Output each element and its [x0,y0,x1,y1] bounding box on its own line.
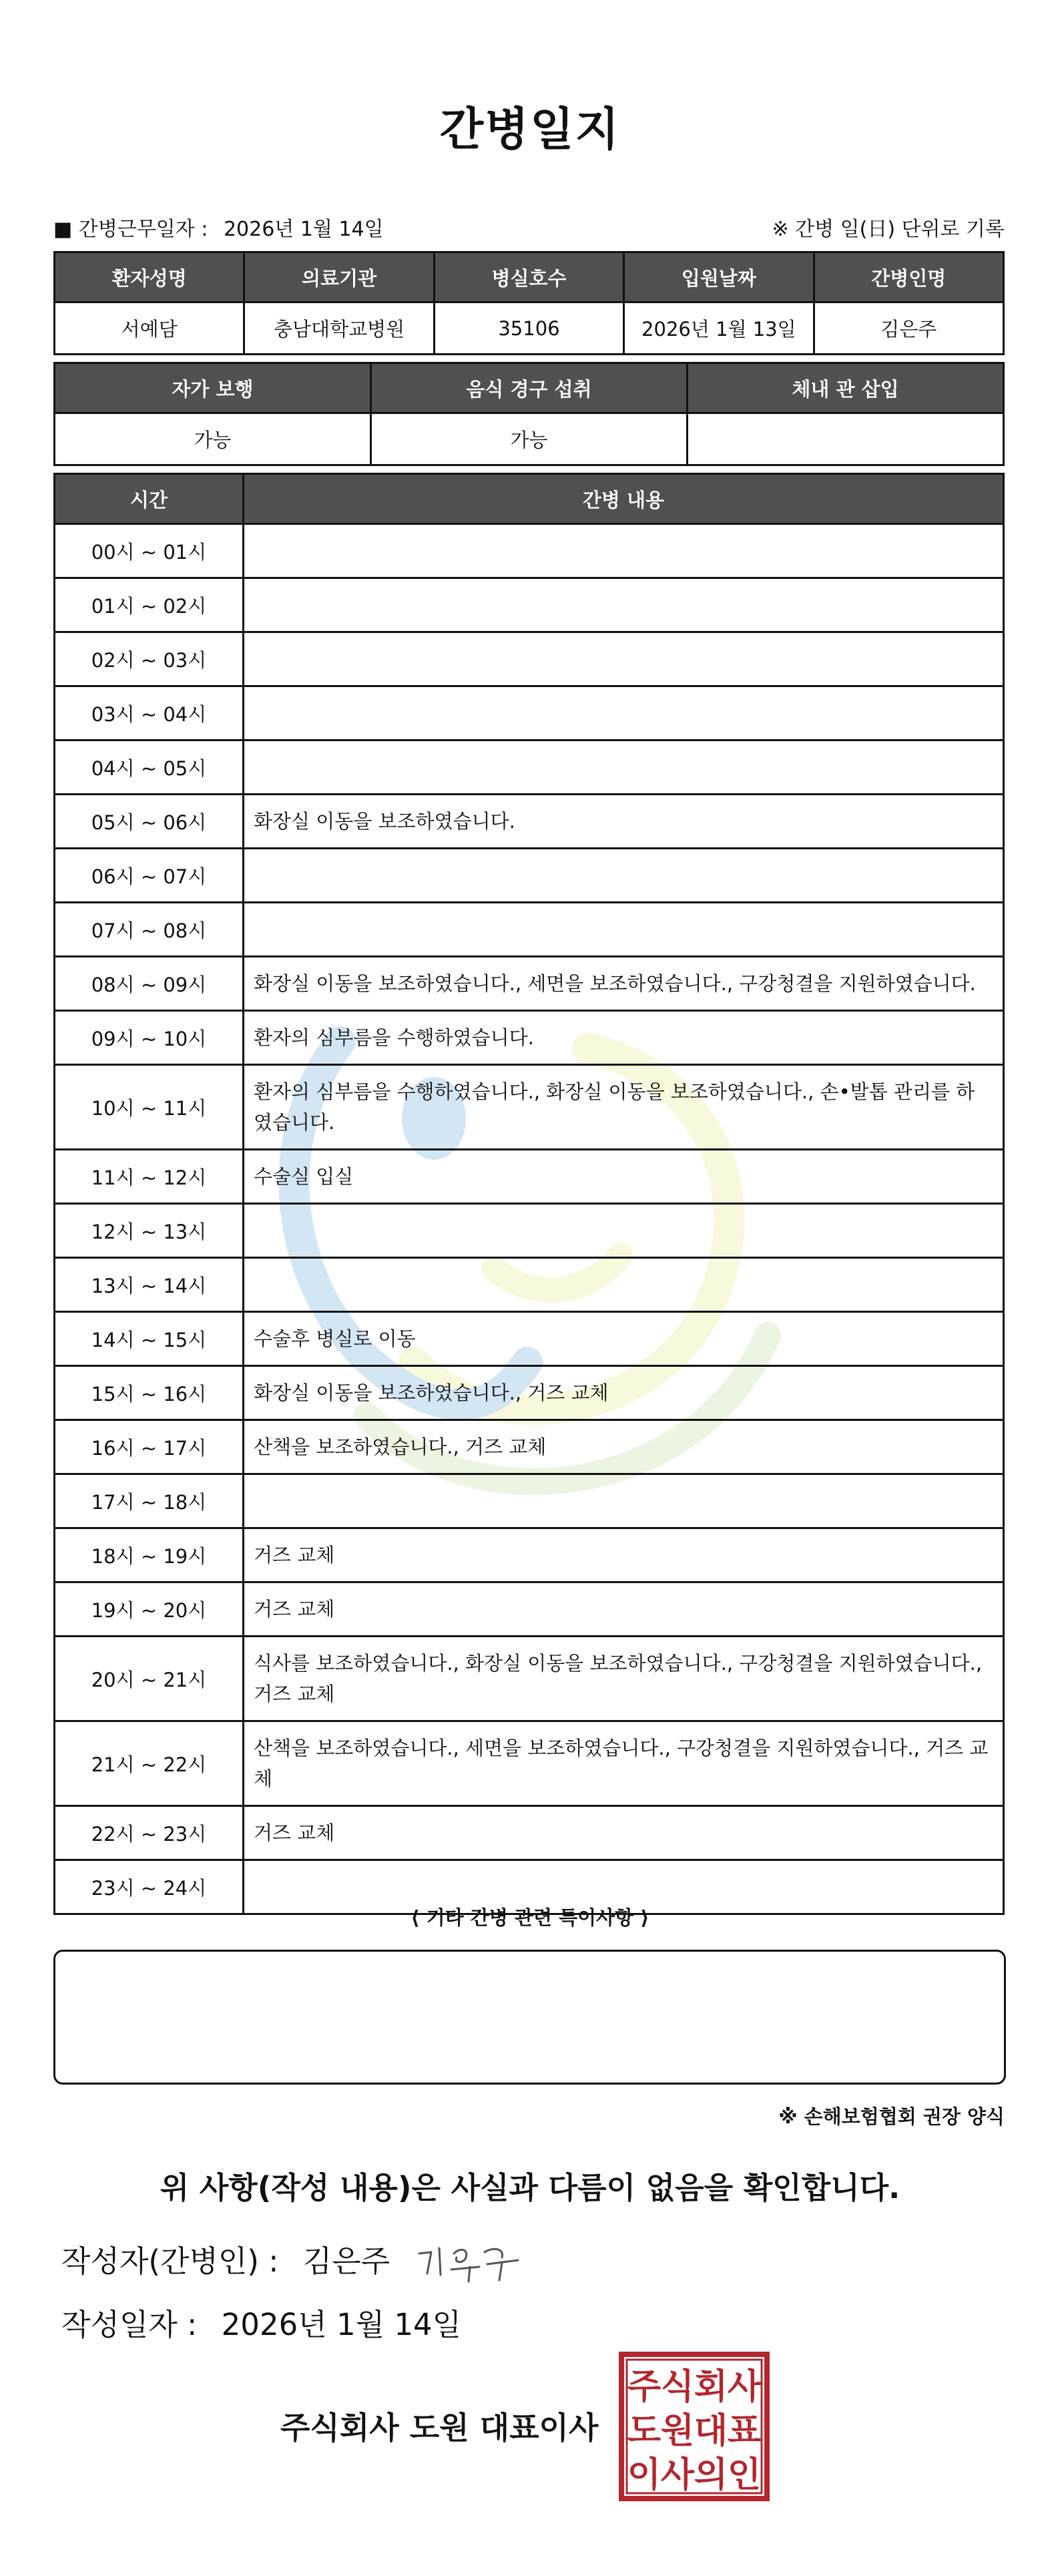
log-row [55,1637,1004,1721]
tube-insertion-value [688,413,1004,465]
log-row [55,795,1004,849]
document-title: 간병일지 [439,103,621,156]
log-body [55,524,1004,1914]
log-time: 16시 ~ 17시 [55,1420,244,1474]
seal-character: 사 [727,2367,762,2407]
log-time: 00시 ~ 01시 [55,524,244,578]
log-time: 17시 ~ 18시 [55,1474,244,1528]
patient-info-header-row [55,252,1004,302]
header-self-walking: 자가 보행 [55,363,371,413]
log-time: 15시 ~ 16시 [55,1366,244,1420]
seal-character: 원 [660,2411,695,2451]
log-time: 12시 ~ 13시 [55,1204,244,1258]
extra-notes-box [53,1950,1006,2085]
log-time: 20시 ~ 21시 [55,1637,244,1721]
recommend-note: ※ 손해보험협회 권장 양식 [778,2105,1005,2128]
company-seal-stamp [617,2350,771,2503]
log-content [244,578,1004,632]
seal-character: 인 [727,2455,762,2495]
self-walking-value: 가능 [55,413,371,465]
work-date-value: 2026년 1월 14일 [223,218,384,241]
log-time: 04시 ~ 05시 [55,740,244,795]
header-time: 시간 [55,474,244,524]
log-row [55,1065,1004,1150]
log-time: 14시 ~ 15시 [55,1312,244,1366]
log-row [55,1582,1004,1637]
log-row [55,1258,1004,1312]
patient-ability-value-row [55,413,1004,465]
log-time: 23시 ~ 24시 [55,1860,244,1914]
patient-info-table [53,251,1005,355]
log-row [55,1204,1004,1258]
log-row [55,632,1004,686]
log-time: 22시 ~ 23시 [55,1806,244,1860]
log-content: 거즈 교체 [244,1806,1004,1860]
log-content: 식사를 보조하였습니다., 화장실 이동을 보조하였습니다., 구강청결을 지원하였습니다., 거즈 교체 [244,1637,1004,1721]
company-representative: 주식회사 도원 대표이사 [280,2410,599,2446]
written-date-label: 작성일자 : [61,2307,198,2342]
log-row [55,1721,1004,1806]
log-row [55,1528,1004,1582]
log-content [244,1258,1004,1312]
seal-character: 의 [694,2455,728,2495]
hospital-name: 충남대학교병원 [244,302,434,355]
seal-character: 표 [727,2411,762,2451]
seal-character: 주 [627,2367,661,2407]
log-header-row [55,474,1004,524]
log-row [55,903,1004,957]
header-hospital: 의료기관 [244,252,434,302]
log-time: 02시 ~ 03시 [55,632,244,686]
log-row [55,1806,1004,1860]
admission-date: 2026년 1월 13일 [624,302,814,355]
log-time: 08시 ~ 09시 [55,957,244,1011]
log-content: 산책을 보조하였습니다., 세면을 보조하였습니다., 구강청결을 지원하였습니다., 거즈 교체 [244,1721,1004,1806]
header-care-content: 간병 내용 [244,474,1004,524]
log-content [244,1204,1004,1258]
seal-character: 도 [627,2411,661,2451]
log-time: 01시 ~ 02시 [55,578,244,632]
log-content: 거즈 교체 [244,1528,1004,1582]
log-content [244,686,1004,740]
header-oral-intake: 음식 경구 섭취 [371,363,688,413]
log-row [55,686,1004,740]
log-content: 수술실 입실 [244,1150,1004,1204]
header-tube-insertion: 체내 관 삽입 [688,363,1004,413]
log-time: 05시 ~ 06시 [55,795,244,849]
log-row [55,740,1004,795]
handwritten-signature [413,2233,526,2287]
header-caregiver-name: 간병인명 [814,252,1003,302]
meta-row [53,212,1005,239]
log-time: 09시 ~ 10시 [55,1011,244,1065]
header-room-number: 병실호수 [434,252,623,302]
log-row [55,1150,1004,1204]
log-time: 19시 ~ 20시 [55,1582,244,1637]
log-content [244,903,1004,957]
log-content [244,524,1004,578]
header-patient-name: 환자성명 [55,252,244,302]
written-date-line [61,2300,461,2344]
patient-ability-header-row [55,363,1004,413]
log-content: 수술후 병실로 이동 [244,1312,1004,1366]
log-row [55,1474,1004,1528]
seal-character: 식 [660,2367,695,2407]
log-time: 13시 ~ 14시 [55,1258,244,1312]
log-time: 11시 ~ 12시 [55,1150,244,1204]
log-row [55,1366,1004,1420]
unit-note: ※ 간병 일(日) 단위로 기록 [772,218,1005,241]
header-admission-date: 입원날짜 [624,252,814,302]
oral-intake-value: 가능 [371,413,688,465]
log-time: 06시 ~ 07시 [55,849,244,903]
caregiver-name: 김은주 [814,302,1003,355]
log-content: 환자의 심부름을 수행하였습니다. [244,1011,1004,1065]
seal-character: 사 [660,2455,695,2495]
patient-info-value-row [55,302,1004,355]
log-row [55,1312,1004,1366]
work-date [53,212,384,242]
log-row [55,578,1004,632]
log-content [244,849,1004,903]
patient-ability-table [53,362,1005,466]
seal-character: 이 [627,2455,661,2495]
log-content: 화장실 이동을 보조하였습니다., 세면을 보조하였습니다., 구강청결을 지원하였습니다. [244,957,1004,1011]
seal-character: 회 [694,2367,728,2407]
log-row [55,524,1004,578]
patient-name: 서예담 [55,302,244,355]
written-date-value: 2026년 1월 14일 [221,2307,462,2342]
log-row [55,1011,1004,1065]
log-time: 03시 ~ 04시 [55,686,244,740]
hourly-care-log-table [53,473,1005,1915]
log-content [244,632,1004,686]
work-date-label: ■ 간병근무일자 : [53,218,208,241]
log-time: 10시 ~ 11시 [55,1065,244,1150]
log-content: 화장실 이동을 보조하였습니다., 거즈 교체 [244,1366,1004,1420]
writer-line [61,2237,390,2280]
log-content [244,1860,1004,1914]
log-row [55,1420,1004,1474]
seal-character: 대 [694,2411,728,2451]
log-time: 07시 ~ 08시 [55,903,244,957]
log-content: 거즈 교체 [244,1582,1004,1637]
log-row [55,957,1004,1011]
log-time: 18시 ~ 19시 [55,1528,244,1582]
room-number: 35106 [434,302,623,355]
extra-notes-title: ⟨ 기타 간병 관련 특이사항 ⟩ [411,1906,649,1929]
log-content: 환자의 심부름을 수행하였습니다., 화장실 이동을 보조하였습니다., 손•발톱 관리를 하였습니다. [244,1065,1004,1150]
log-row [55,849,1004,903]
log-content: 화장실 이동을 보조하였습니다. [244,795,1004,849]
confirmation-statement: 위 사항(작성 내용)은 사실과 다름이 없음을 확인합니다. [160,2170,900,2205]
writer-name: 김은주 [302,2243,390,2279]
log-content [244,740,1004,795]
writer-label: 작성자(간병인) : [61,2243,279,2279]
log-time: 21시 ~ 22시 [55,1721,244,1806]
log-content: 산책을 보조하였습니다., 거즈 교체 [244,1420,1004,1474]
log-content [244,1474,1004,1528]
